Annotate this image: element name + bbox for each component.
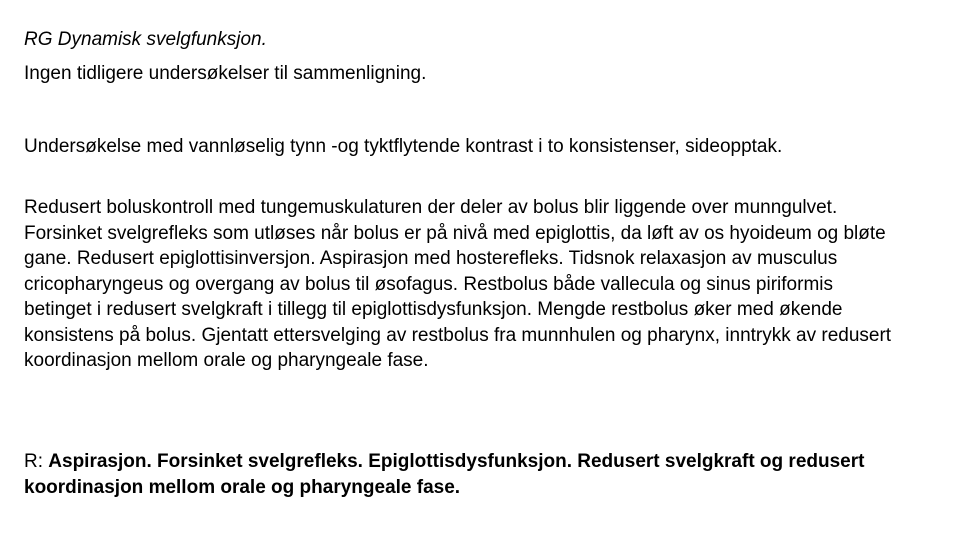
result-paragraph: [24, 449, 924, 500]
method-paragraph: Undersøkelse med vannløselig tynn -og tyktflytende kontrast i to konsistenser, sideopptak.: [24, 136, 783, 157]
result-conclusion: Aspirasjon. Forsinket svelgrefleks. Epiglottisdysfunksjon. Redusert svelgkraft og redusert koordinasjon mellom orale og pharyngeale fase.: [24, 451, 865, 498]
findings-paragraph: Redusert boluskontroll med tungemuskulaturen der deler av bolus blir liggende over munngulvet. Forsinket svelgrefleks som utløses når bolus er på nivå med epiglottis, da løft av os hyoideum og bløte gane. Redusert epiglottisinversjon. Aspirasjon med hosterefleks. Tidsnok relaxasjon av musculus cricopharyngeus og overgang av bolus til øsofagus. Restbolus både vallecula og sinus piriformis betinget i redusert svelgkraft i tillegg til epiglottisdysfunksjon. Mengde restbolus øker med økende konsistens på bolus. Gjentatt ettersvelging av restbolus fra munnhulen og pharynx, inntrykk av redusert koordinasjon mellom orale og pharyngeale fase.: [24, 197, 892, 371]
document-title: RG Dynamisk svelgfunksjon.: [24, 29, 267, 50]
comparison-note: Ingen tidligere undersøkelser til sammenligning.: [24, 63, 427, 84]
result-prefix: R:: [24, 451, 49, 472]
